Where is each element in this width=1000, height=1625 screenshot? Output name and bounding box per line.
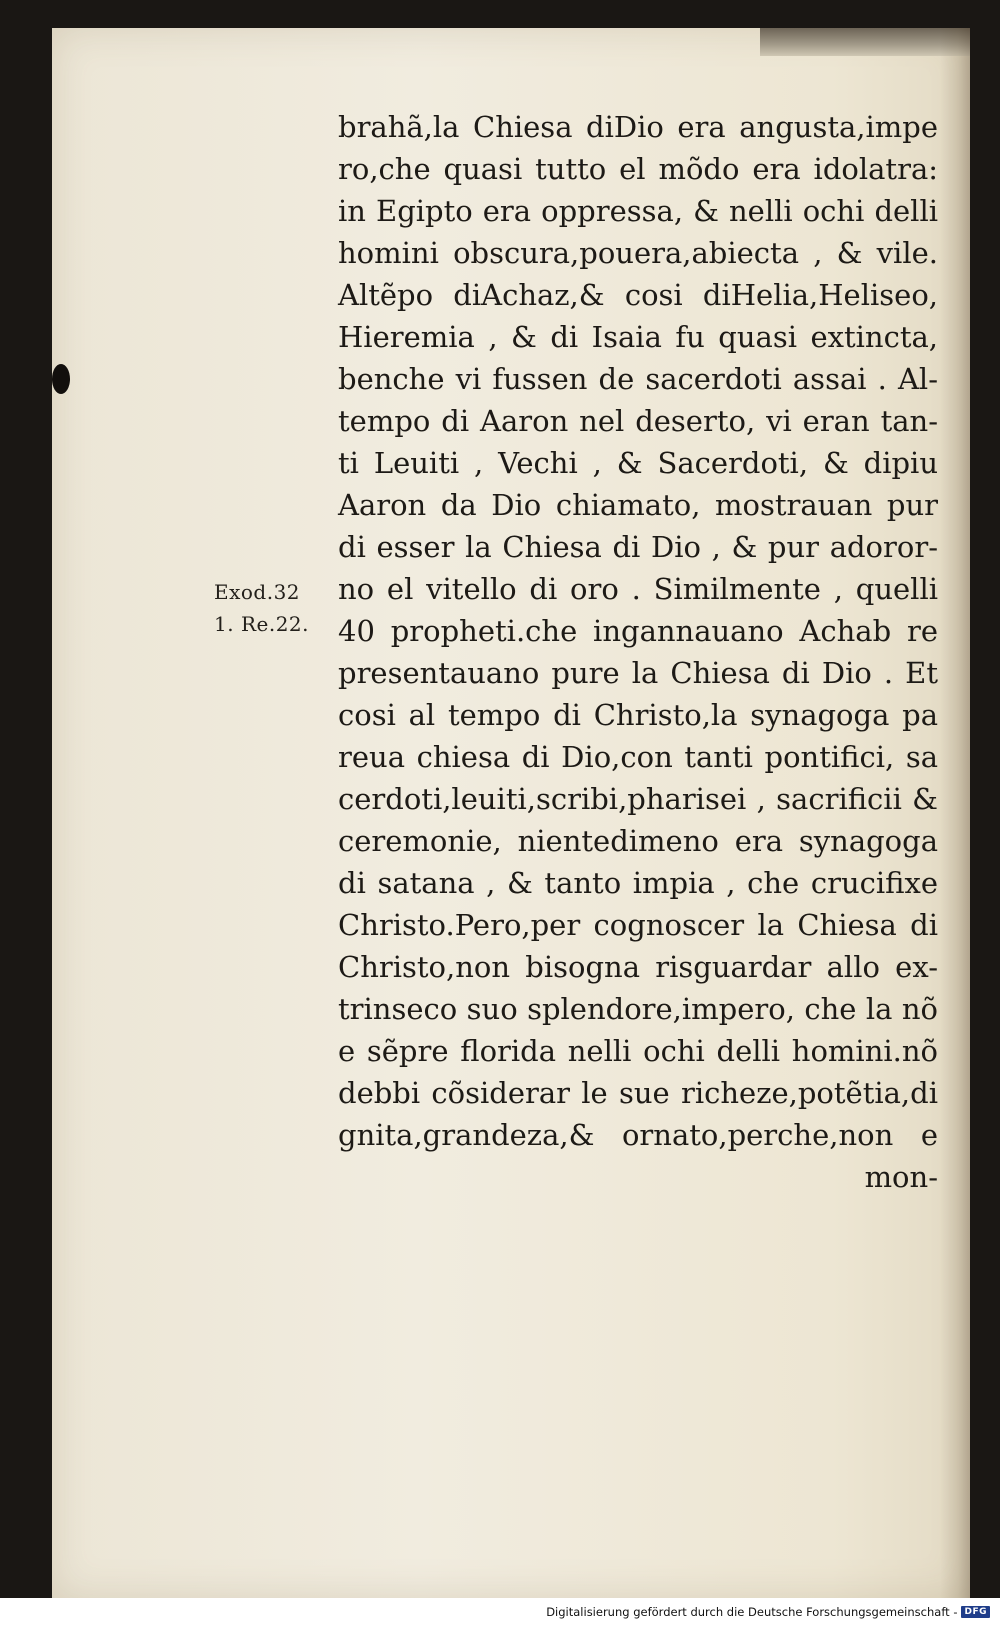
text-line: ro,che quasi tutto el mõdo era idolatra: <box>338 152 938 186</box>
funding-credit: Digitalisierung gefördert durch die Deutsche Forschungsgemeinschaft - <box>546 1604 958 1619</box>
text-line: reua chiesa di Dio,con tanti pontifici, sa <box>338 740 938 774</box>
dfg-logo: DFG <box>961 1606 990 1618</box>
text-line: di esser la Chiesa di Dio , & pur adoror- <box>338 530 938 564</box>
text-line: brahã,la Chiesa diDio era angusta,impe <box>338 110 938 144</box>
marginal-note-kings: 1. Re.22. <box>214 612 309 636</box>
text-line: 40 propheti.che ingannauano Achab re <box>338 614 938 648</box>
text-line: Christo.Pero,per cognoscer la Chiesa di <box>338 908 938 942</box>
text-line: presentauano pure la Chiesa di Dio . Et <box>338 656 938 690</box>
body-text <box>338 106 938 1198</box>
text-line: Altẽpo diAchaz,& cosi diHelia,Heliseo, <box>338 278 938 312</box>
torn-corner <box>760 28 970 56</box>
text-line: gnita,grandeza,& ornato,perche,non e <box>338 1118 938 1152</box>
text-line: Christo,non bisogna risguardar allo ex- <box>338 950 938 984</box>
text-line: cosi al tempo di Christo,la synagoga pa <box>338 698 938 732</box>
digitization-footer <box>0 1598 1000 1625</box>
text-line: homini obscura,pouera,abiecta , & vile. <box>338 236 938 270</box>
text-line: no el vitello di oro . Similmente , quelli <box>338 572 938 606</box>
text-line: cerdoti,leuiti,scribi,pharisei , sacrificii & <box>338 782 938 816</box>
text-line: ceremonie, nientedimeno era synagoga <box>338 824 938 858</box>
text-line: debbi cõsiderar le sue richeze,potẽtia,di <box>338 1076 938 1110</box>
catchword: mon- <box>864 1160 938 1194</box>
text-line: Hieremia , & di Isaia fu quasi extincta, <box>338 320 938 354</box>
text-line: tempo di Aaron nel deserto, vi eran tan- <box>338 404 938 438</box>
binding-hole <box>52 364 70 394</box>
text-line: Aaron da Dio chiamato, mostrauan pur <box>338 488 938 522</box>
marginal-note-exodus: Exod.32 <box>214 580 301 604</box>
text-line: benche vi fussen de sacerdoti assai . Al- <box>338 362 938 396</box>
page-gutter-shadow <box>940 28 970 1598</box>
text-line: in Egipto era oppressa, & nelli ochi delli <box>338 194 938 228</box>
text-line: e sẽpre florida nelli ochi delli homini.nõ <box>338 1034 938 1068</box>
text-line: ti Leuiti , Vechi , & Sacerdoti, & dipiu <box>338 446 938 480</box>
text-line: di satana , & tanto impia , che crucifixe <box>338 866 938 900</box>
text-line: trinseco suo splendore,impero, che la nõ <box>338 992 938 1026</box>
